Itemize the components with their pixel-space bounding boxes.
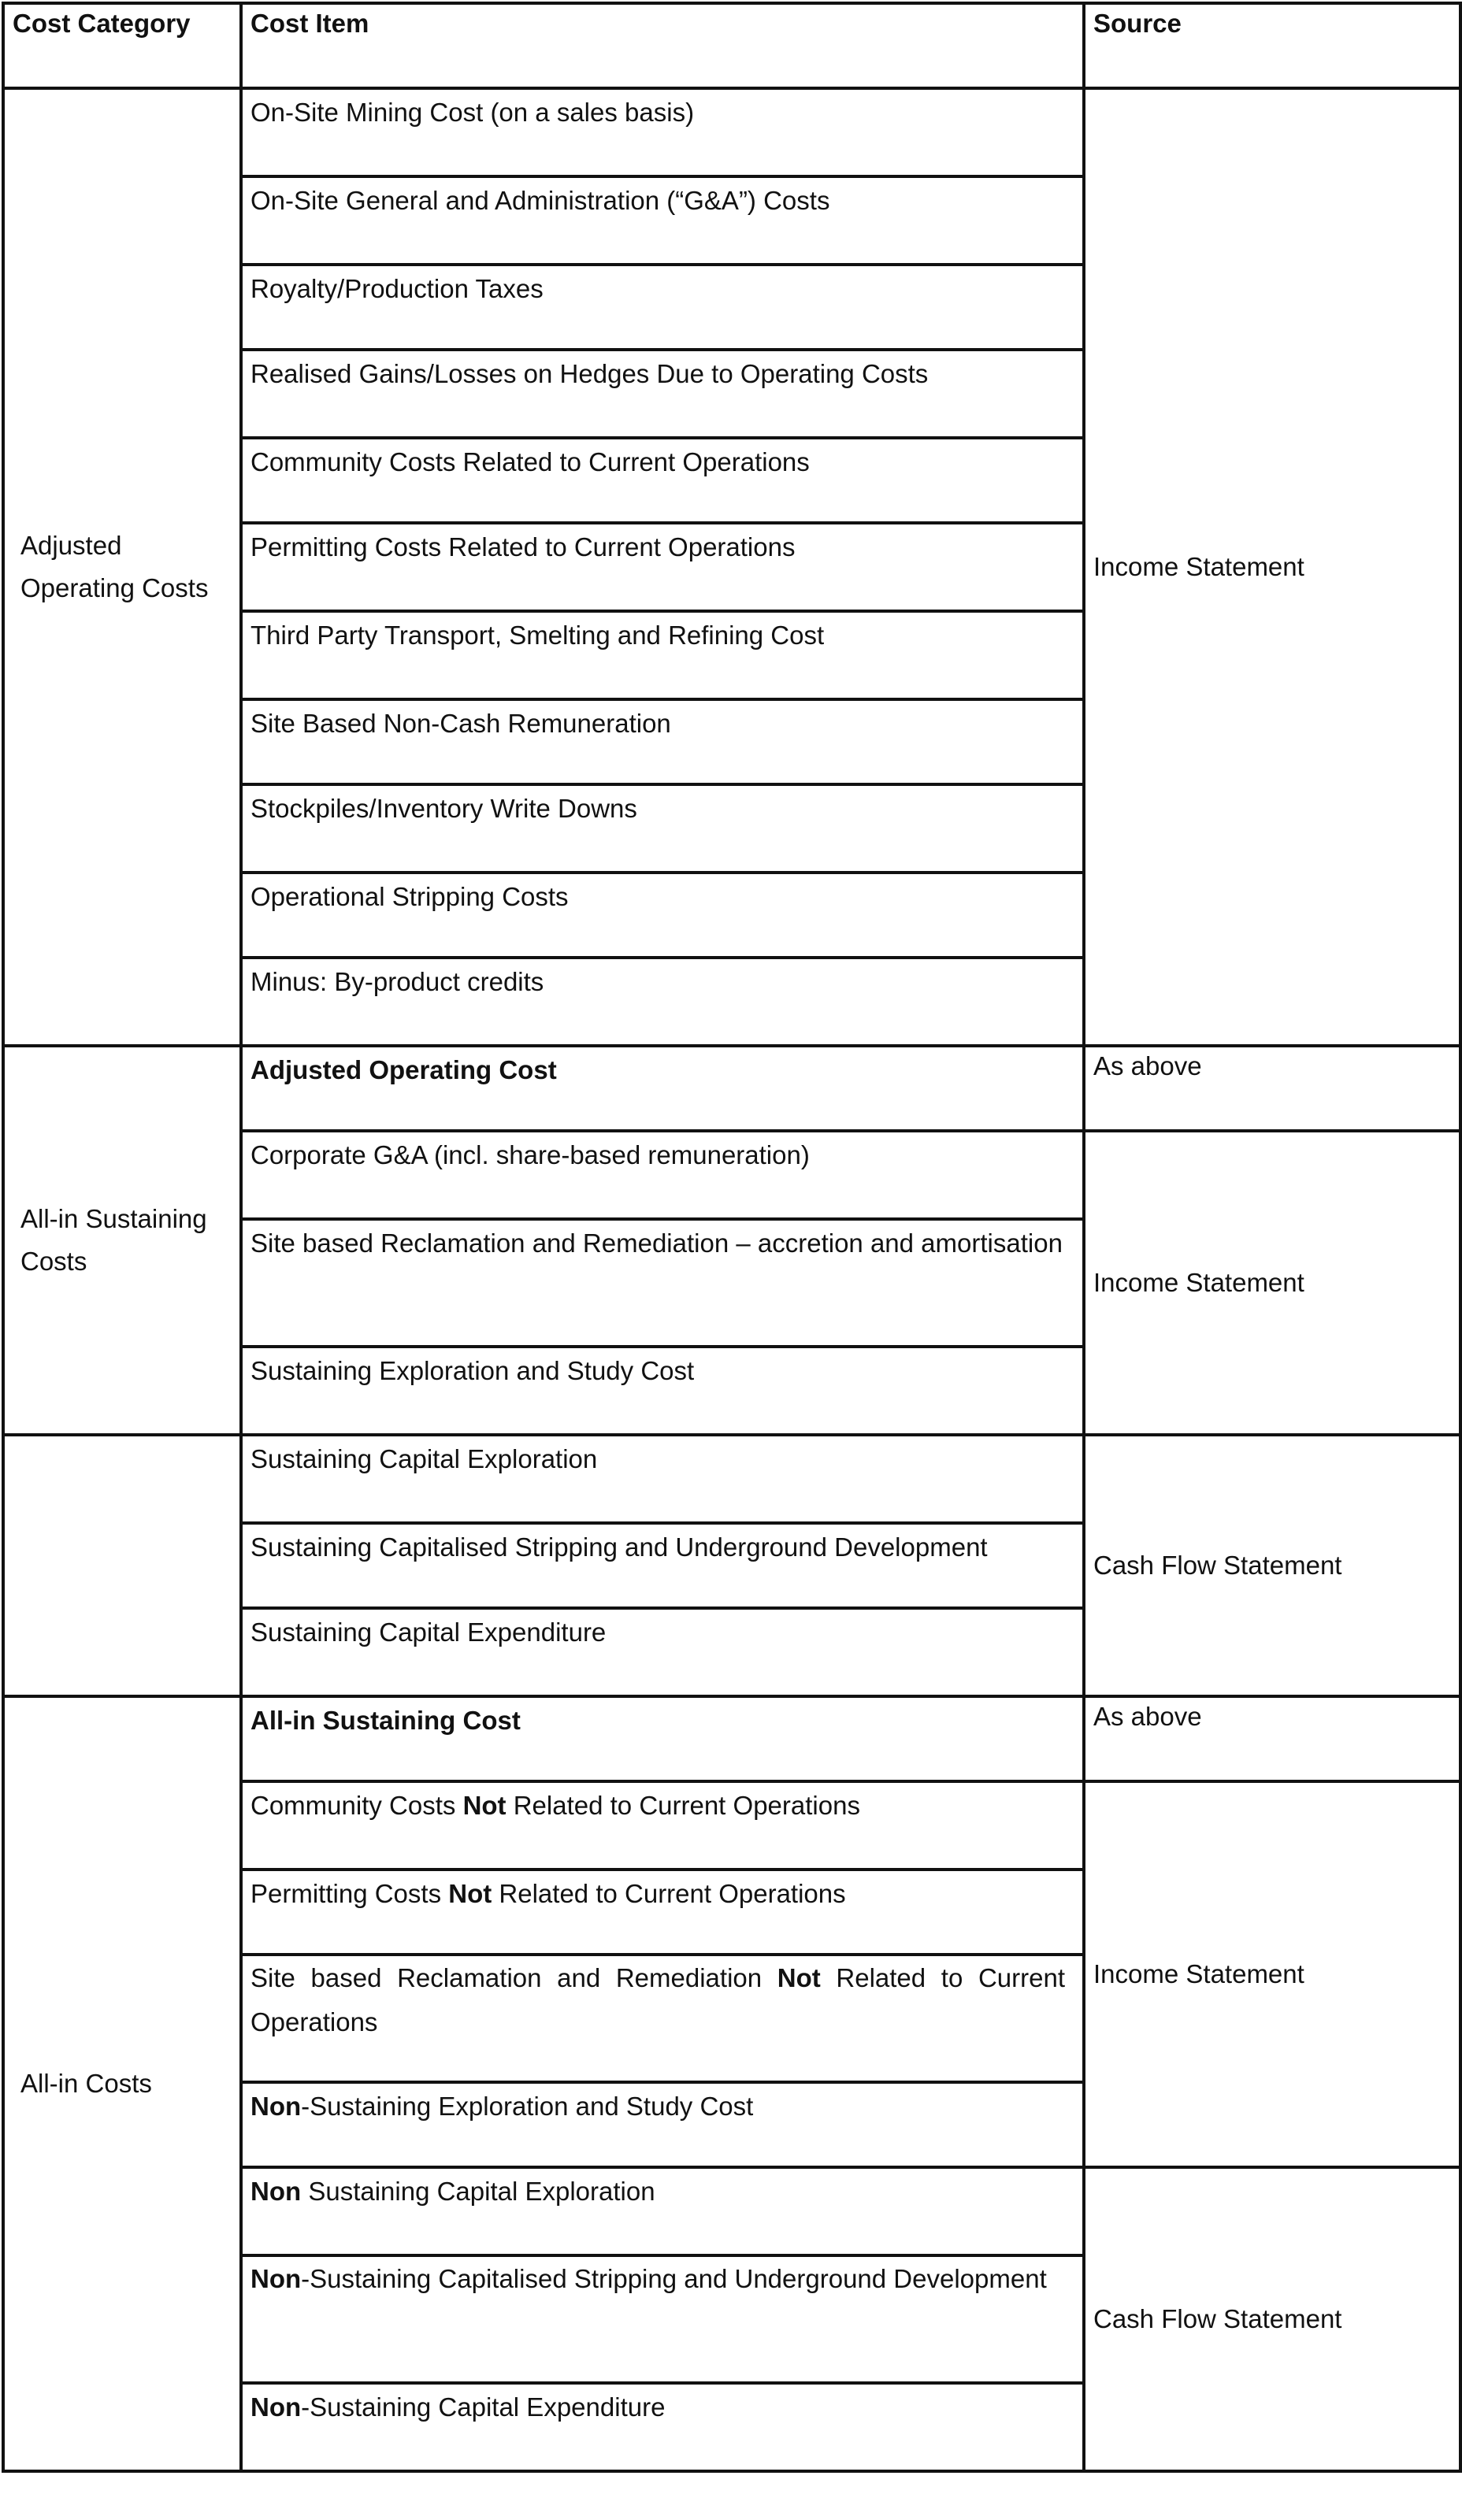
- cost-item-cell: Royalty/Production Taxes: [241, 265, 1084, 350]
- cost-item-cell: Sustaining Capitalised Stripping and Underground Development: [241, 1523, 1084, 1608]
- source-cell: Income Statement: [1084, 88, 1460, 1046]
- cost-item-cell: Third Party Transport, Smelting and Refining Cost: [241, 611, 1084, 699]
- category-cell-all-in-sustaining: All-in Sustaining Costs: [3, 1046, 241, 1435]
- header-cost-item: Cost Item: [241, 3, 1084, 88]
- category-cell-empty: [3, 1435, 241, 1696]
- table-row: [3, 1696, 1460, 1781]
- cost-item-cell: Non-Sustaining Capital Expenditure: [241, 2383, 1084, 2471]
- cost-item-cell: Non-Sustaining Capitalised Stripping and Underground Development: [241, 2255, 1084, 2383]
- cost-item-cell: Corporate G&A (incl. share-based remuneration): [241, 1131, 1084, 1219]
- table-row: [3, 88, 1460, 176]
- cost-item-cell: Permitting Costs Not Related to Current Operations: [241, 1870, 1084, 1955]
- source-cell: Income Statement: [1084, 1781, 1460, 2167]
- table-row: [3, 1046, 1460, 1131]
- cost-item-cell: Site based Reclamation and Remediation – accretion and amortisation: [241, 1219, 1084, 1347]
- cost-item-cell: Sustaining Capital Expenditure: [241, 1608, 1084, 1696]
- cost-item-cell: Non Sustaining Capital Exploration: [241, 2167, 1084, 2255]
- cost-item-cell: Site Based Non-Cash Remuneration: [241, 699, 1084, 784]
- source-cell: Cash Flow Statement: [1084, 2167, 1460, 2471]
- cost-item-cell: Minus: By-product credits: [241, 958, 1084, 1046]
- cost-item-cell: All-in Sustaining Cost: [241, 1696, 1084, 1781]
- header-cost-category: Cost Category: [3, 3, 241, 88]
- header-row: [3, 3, 1460, 88]
- cost-item-cell: Community Costs Related to Current Operations: [241, 438, 1084, 523]
- cost-item-cell: On-Site General and Administration (“G&A”) Costs: [241, 176, 1084, 265]
- source-cell: As above: [1084, 1696, 1460, 1781]
- cost-item-cell: Permitting Costs Related to Current Operations: [241, 523, 1084, 611]
- cost-item-cell: Community Costs Not Related to Current Operations: [241, 1781, 1084, 1870]
- source-cell: Income Statement: [1084, 1131, 1460, 1435]
- cost-item-cell: Realised Gains/Losses on Hedges Due to Operating Costs: [241, 350, 1084, 438]
- cost-item-cell: Sustaining Capital Exploration: [241, 1435, 1084, 1523]
- cost-item-cell: Site based Reclamation and Remediation Not Related to Current Operations: [241, 1955, 1084, 2082]
- header-source: Source: [1084, 3, 1460, 88]
- table-row: [3, 1435, 1460, 1523]
- cost-item-cell: Operational Stripping Costs: [241, 873, 1084, 958]
- source-cell: As above: [1084, 1046, 1460, 1131]
- category-cell-adjusted-operating: Adjusted Operating Costs: [3, 88, 241, 1046]
- source-cell: Cash Flow Statement: [1084, 1435, 1460, 1696]
- cost-table: [2, 2, 1462, 2473]
- cost-item-cell: Non-Sustaining Exploration and Study Cost: [241, 2082, 1084, 2167]
- category-cell-all-in: All-in Costs: [3, 1696, 241, 2471]
- cost-item-cell: Stockpiles/Inventory Write Downs: [241, 784, 1084, 873]
- cost-item-cell: Adjusted Operating Cost: [241, 1046, 1084, 1131]
- cost-item-cell: On-Site Mining Cost (on a sales basis): [241, 88, 1084, 176]
- cost-item-cell: Sustaining Exploration and Study Cost: [241, 1347, 1084, 1435]
